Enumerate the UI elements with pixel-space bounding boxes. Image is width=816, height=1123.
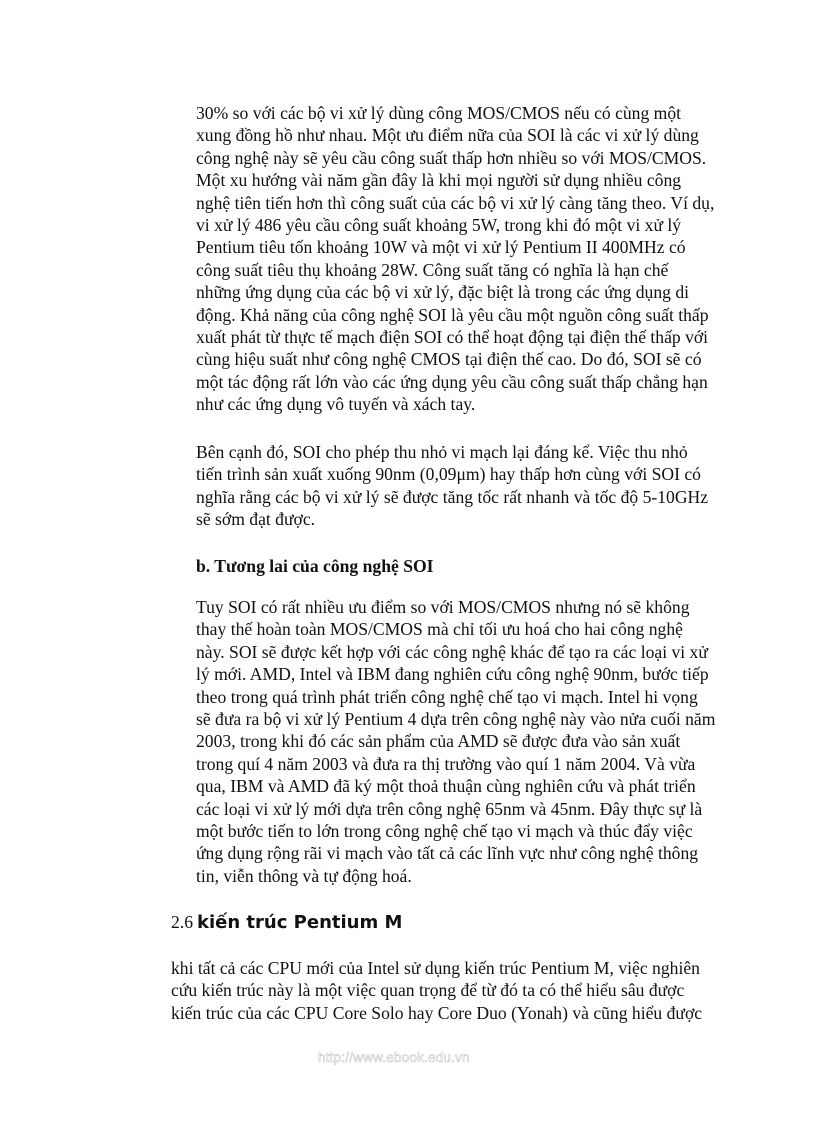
text-line: lý mới. AMD, Intel và IBM đang nghiên cứu công nghệ 90nm, bước tiếp	[196, 664, 709, 685]
text-line: xung đồng hồ như nhau. Một ưu điểm nữa của SOI là các vi xử lý dùng	[196, 125, 699, 146]
text-line: tiến trình sản xuất xuống 90nm (0,09μm) hay thấp hơn cùng với SOI có	[196, 464, 701, 485]
text-line: Pentium tiêu tốn khoảng 10W và một vi xử lý Pentium II 400MHz có	[196, 237, 686, 258]
section-heading	[171, 912, 402, 933]
text-line: Một xu hướng vài năm gần đây là khi mọi người sử dụng nhiều công	[196, 170, 682, 191]
text-line: một bước tiến to lớn trong công nghệ chế tạo vi mạch và thúc đẩy việc	[196, 821, 693, 842]
text-line: sẽ đưa ra bộ vi xử lý Pentium 4 dựa trên công nghệ này vào nửa cuối năm	[196, 709, 716, 730]
text-line: này. SOI sẽ được kết hợp với các công nghệ khác để tạo ra các loại vi xử	[196, 641, 708, 662]
paragraph-soi-future	[196, 596, 715, 887]
text-line: kiến trúc của các CPU Core Solo hay Core Duo (Yonah) và cũng hiểu được	[171, 1002, 703, 1023]
text-line: ứng dụng rộng rãi vi mạch vào tất cả các lĩnh vực như công nghệ thông	[196, 843, 699, 864]
text-line: như các ứng dụng vô tuyến và xách tay.	[196, 394, 476, 415]
text-line: một tác động rất lớn vào các ứng dụng yêu cầu công suất thấp chẳng hạn	[196, 371, 708, 392]
text-line: những ứng dụng của các bộ vi xử lý, đặc biệt là trong các ứng dụng di	[196, 282, 690, 303]
watermark-url: http://www.ebook.edu.vn	[318, 1050, 470, 1065]
text-line: nghĩa rằng các bộ vi xử lý sẽ được tăng tốc rất nhanh và tốc độ 5-10GHz	[196, 486, 709, 507]
paragraph-soi-scaling	[196, 441, 708, 531]
text-line: nghệ tiên tiến hơn thì công suất của các bộ vi xử lý càng tăng theo. Ví dụ,	[196, 192, 715, 213]
paragraph-pentium-m	[171, 957, 702, 1024]
text-line: vi xử lý 486 yêu cầu công suất khoảng 5W, trong khi đó một vi xử lý	[196, 215, 682, 236]
section-number: 2.6	[171, 912, 193, 932]
text-line: thay thế hoàn toàn MOS/CMOS mà chỉ tối ưu hoá cho hai công nghệ	[196, 619, 683, 640]
subheading-soi-future: b. Tương lai của công nghệ SOI	[196, 556, 434, 576]
text-line: 30% so với các bộ vi xử lý dùng công MOS/CMOS nếu có cùng một	[196, 103, 682, 123]
text-line: động. Khả năng của công nghệ SOI là yêu cầu một nguồn công suất thấp	[196, 304, 709, 325]
text-line: 2003, trong khi đó các sản phẩm của AMD sẽ được đưa vào sản xuất	[196, 731, 681, 752]
text-line: công nghệ này sẽ yêu cầu công suất thấp hơn nhiều so với MOS/CMOS.	[196, 147, 707, 168]
text-line: cứu kiến trúc này là một việc quan trọng để từ đó ta có thể hiểu sâu được	[171, 980, 685, 1001]
text-line: qua, IBM và AMD đã ký một thoả thuận cùng nghiên cứu và phát triển	[196, 776, 696, 797]
text-line: xuất phát từ thực tế mạch điện SOI có thể hoạt động tại điện thế thấp với	[196, 327, 709, 348]
section-title: kiến trúc Pentium M	[197, 912, 403, 933]
paragraph-soi-power	[196, 102, 714, 416]
text-line: sẽ sớm đạt được.	[196, 509, 316, 530]
text-line: khi tất cả các CPU mới của Intel sử dụng kiến trúc Pentium M, việc nghiên	[171, 958, 700, 978]
text-line: tin, viễn thông và tự động hoá.	[196, 865, 412, 886]
text-line: các loại vi xử lý mới dựa trên công nghệ 65nm và 45nm. Đây thực sự là	[196, 798, 703, 819]
text-line: theo trong quá trình phát triển công nghệ chế tạo vi mạch. Intel hi vọng	[196, 686, 698, 707]
text-line: cùng hiệu suất như công nghệ CMOS tại điện thế cao. Do đó, SOI sẽ có	[196, 349, 702, 370]
text-line: công suất tiêu thụ khoảng 28W. Công suất tăng có nghĩa là hạn chế	[196, 259, 669, 280]
text-line: Tuy SOI có rất nhiều ưu điểm so với MOS/CMOS nhưng nó sẽ không	[196, 597, 690, 617]
text-line: Bên cạnh đó, SOI cho phép thu nhỏ vi mạch lại đáng kể. Việc thu nhỏ	[196, 442, 688, 462]
text-line: trong quí 4 năm 2003 và đưa ra thị trường vào quí 1 năm 2004. Và vừa	[196, 753, 696, 774]
